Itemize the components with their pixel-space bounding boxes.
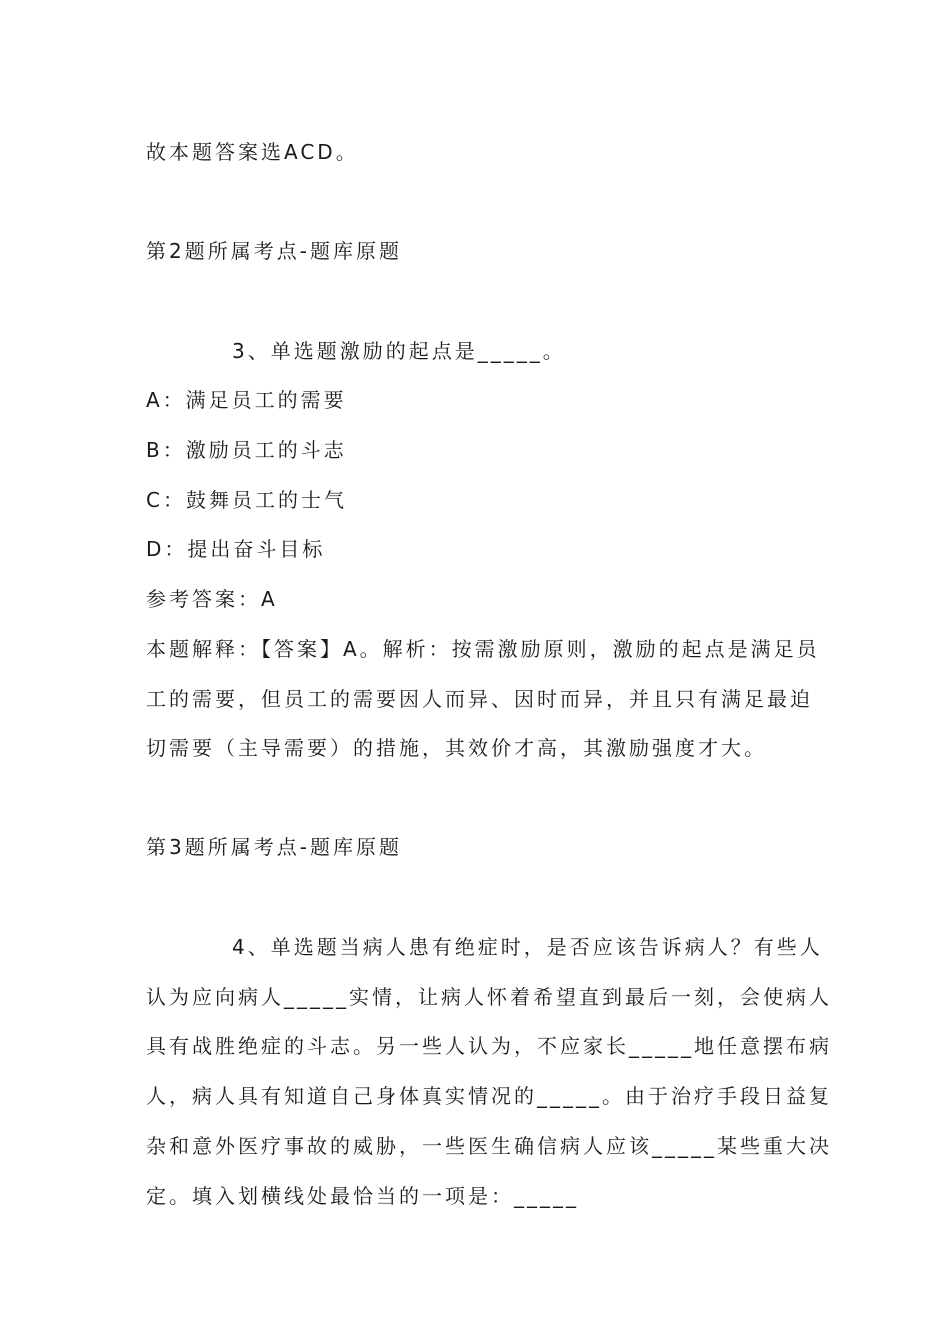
- section-heading-q2: 第2题所属考点-题库原题: [146, 239, 402, 263]
- question-4-line: 4、单选题当病人患有绝症时，是否应该告诉病人？有些人: [232, 935, 823, 959]
- question-3-option-d: D：提出奋斗目标: [146, 537, 326, 561]
- question-3-explanation-line: 切需要（主导需要）的措施，其效价才高，其激励强度才大。: [146, 736, 767, 760]
- section-heading-q3: 第3题所属考点-题库原题: [146, 835, 402, 859]
- previous-answer-conclusion: 故本题答案选ACD。: [146, 140, 359, 164]
- question-3-stem: 3、单选题激励的起点是_____。: [232, 339, 566, 363]
- question-4-line: 人，病人具有知道自己身体真实情况的_____。由于治疗手段日益复: [146, 1084, 832, 1108]
- question-3-option-c: C：鼓舞员工的士气: [146, 488, 347, 512]
- question-3-answer: 参考答案：A: [146, 587, 278, 611]
- question-3-explanation-line: 本题解释：【答案】A。解析：按需激励原则，激励的起点是满足员: [146, 637, 820, 661]
- question-4-line: 具有战胜绝症的斗志。另一些人认为，不应家长_____地任意摆布病: [146, 1034, 832, 1058]
- question-3-explanation-line: 工的需要，但员工的需要因人而异、因时而异，并且只有满足最迫: [146, 687, 813, 711]
- question-4-line: 杂和意外医疗事故的威胁，一些医生确信病人应该_____某些重大决: [146, 1134, 832, 1158]
- question-4-line: 认为应向病人_____实情，让病人怀着希望直到最后一刻，会使病人: [146, 985, 832, 1009]
- question-3-option-a: A：满足员工的需要: [146, 388, 347, 412]
- question-4-line: 定。填入划横线处最恰当的一项是：_____: [146, 1184, 579, 1208]
- question-3-option-b: B：激励员工的斗志: [146, 438, 347, 462]
